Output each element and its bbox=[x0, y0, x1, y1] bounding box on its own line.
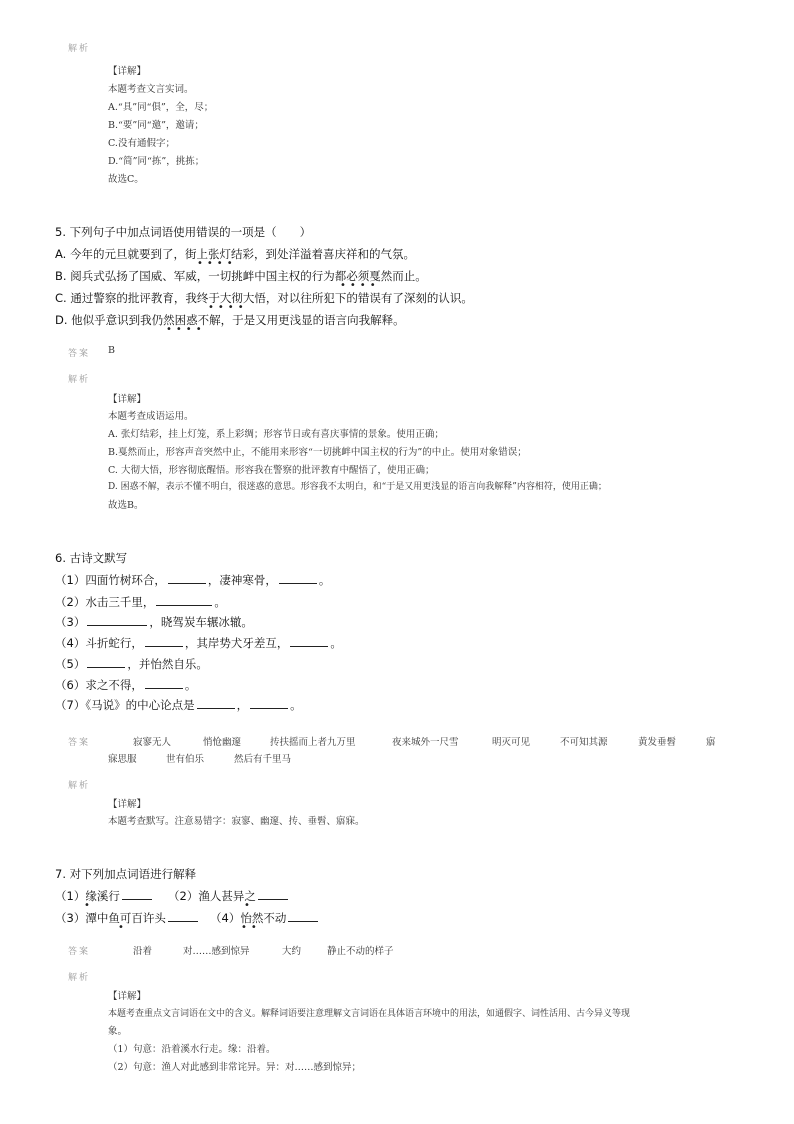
detail-heading: 【详解】 bbox=[108, 799, 147, 810]
item-text: ，其岸势犬牙差互， bbox=[184, 636, 289, 650]
answer-item: 寤 bbox=[706, 737, 716, 748]
recitation-item bbox=[55, 572, 330, 588]
explanation-line: 本题考查重点文言词语在文中的含义。解释词语要注意理解文言词语在具体语言环境中的用法，如通假字、词性活用、古今异义等现 bbox=[108, 1009, 631, 1019]
answer-item: 对……感到惊异 bbox=[183, 946, 250, 957]
recitation-item bbox=[55, 635, 342, 651]
explanation-line: C.没有通假字； bbox=[108, 138, 175, 149]
item-number: （6） bbox=[55, 678, 86, 692]
item-number: （4） bbox=[210, 911, 241, 925]
explanation-line: 本题考查文言实词。 bbox=[108, 84, 194, 95]
item-number: （1） bbox=[55, 573, 86, 587]
explanation-line: （1）句意：沿着溪水行走。缘：沿着。 bbox=[108, 1044, 276, 1055]
blank bbox=[145, 677, 183, 689]
recitation-item bbox=[55, 697, 302, 713]
item-text: 四面竹树环合， bbox=[85, 573, 166, 587]
answer-item: 寐思服 bbox=[108, 754, 137, 765]
item-text: ，凄神寒骨， bbox=[207, 573, 277, 587]
answer-item: 悄怆幽邃 bbox=[203, 737, 242, 748]
item-text: 。 bbox=[184, 678, 197, 692]
item-text: 。 bbox=[214, 595, 226, 609]
blank bbox=[197, 697, 235, 709]
item-number: （2） bbox=[55, 595, 86, 609]
blank bbox=[250, 697, 288, 709]
explanation-line: 象。 bbox=[108, 1026, 128, 1037]
explanation-line: D.“简”同“拣”，挑拣； bbox=[108, 156, 205, 167]
question-title: 7. 对下列加点词语进行解释 bbox=[55, 867, 197, 881]
explanation-line: 本题考查成语运用。 bbox=[108, 411, 194, 422]
answer-item: 大约 bbox=[282, 946, 302, 957]
item-number: （3） bbox=[55, 615, 86, 629]
item-text: ，晓驾炭车辗冰辙。 bbox=[149, 615, 253, 629]
item-text: 潭中鱼可百许头 bbox=[85, 911, 166, 925]
answer-item: 然后有千里马 bbox=[234, 754, 292, 765]
explanation-line: （2）句意：渔人对此感到非常诧异。异：对……感到惊异； bbox=[108, 1062, 362, 1073]
recitation-item bbox=[55, 656, 208, 672]
answer-item: 抟扶摇而上者九万里 bbox=[270, 737, 356, 748]
item-number: （3） bbox=[55, 911, 86, 925]
option-d: D. 他似乎意识到我仍然困惑不解，于是又用更浅显的语言向我解释。 bbox=[55, 313, 405, 327]
blank bbox=[279, 572, 317, 584]
explanation-line: B.戛然而止，形容声音突然中止，不能用来形容“一切挑衅中国主权的行为”的中止。使用对象错误； bbox=[108, 447, 527, 458]
detail-heading: 【详解】 bbox=[108, 66, 147, 77]
question-title: 6. 古诗文默写 bbox=[55, 551, 128, 565]
explanation-line: 本题考查默写。注意易错字：寂寥、幽邃、抟、垂髫、寤寐。 bbox=[108, 816, 365, 827]
explanation-line: C. 大彻大悟，形容彻底醒悟。形容我在警察的批评教育中醒悟了，使用正确； bbox=[108, 465, 435, 476]
item-text: 。 bbox=[290, 698, 302, 712]
option-b: B. 阅兵式弘扬了国威、军威，一切挑衅中国主权的行为都必须戛然而止。 bbox=[55, 269, 427, 283]
emphasis-dots: •••• bbox=[208, 302, 248, 313]
item-number: （7） bbox=[55, 698, 86, 712]
vocab-item bbox=[55, 888, 154, 904]
blank bbox=[156, 594, 212, 606]
answer-label: 答案 bbox=[68, 349, 91, 359]
detail-heading: 【详解】 bbox=[108, 991, 147, 1002]
answer-value: B bbox=[108, 345, 115, 356]
explanation-line: B.“要”同“邀”，邀请； bbox=[108, 120, 204, 131]
option-c: C. 通过警察的批评教育，我终于大彻大悟，对以往所犯下的错误有了深刻的认识。 bbox=[55, 291, 473, 305]
blank bbox=[87, 614, 147, 626]
answer-item: 不可知其源 bbox=[560, 737, 608, 748]
analysis-label: 解析 bbox=[68, 44, 91, 54]
detail-heading: 【详解】 bbox=[108, 394, 147, 405]
item-number: （4） bbox=[55, 636, 86, 650]
recitation-item bbox=[55, 614, 253, 630]
emphasis-dot: • bbox=[118, 922, 128, 933]
blank bbox=[258, 888, 288, 900]
answer-item: 世有伯乐 bbox=[166, 754, 205, 765]
item-text: 怡然不动 bbox=[240, 911, 287, 925]
item-text: ， bbox=[236, 698, 249, 712]
answer-item: 寂寥无人 bbox=[133, 737, 172, 748]
item-text: 求之不得， bbox=[85, 678, 143, 692]
analysis-label: 解析 bbox=[68, 973, 91, 983]
item-text: 缘溪行 bbox=[85, 889, 120, 903]
emphasis-dots: •••• bbox=[197, 258, 237, 269]
blank bbox=[87, 656, 125, 668]
blank bbox=[168, 910, 198, 922]
emphasis-dots: •••• bbox=[340, 280, 380, 291]
emphasis-dot: • bbox=[244, 900, 254, 911]
item-number: （2） bbox=[168, 889, 199, 903]
analysis-label: 解析 bbox=[68, 375, 91, 385]
item-text: ，并怡然自乐。 bbox=[127, 657, 208, 671]
blank bbox=[168, 572, 206, 584]
item-text: 渔人甚异之 bbox=[198, 889, 256, 903]
blank bbox=[290, 635, 328, 647]
answer-item: 沿着 bbox=[133, 946, 153, 957]
answer-label: 答案 bbox=[68, 947, 91, 957]
explanation-line: D. 困惑不解，表示不懂不明白，很迷惑的意思。形容我不太明白，和“于是又用更浅显的语言向我解释”内容相符，使用正确； bbox=[108, 482, 607, 492]
item-number: （5） bbox=[55, 657, 86, 671]
item-text: 。 bbox=[318, 573, 331, 587]
option-a: A. 今年的元旦就要到了，街上张灯结彩，到处洋溢着喜庆祥和的气氛。 bbox=[55, 247, 415, 261]
answer-label: 答案 bbox=[68, 738, 91, 748]
explanation-line: 故选B。 bbox=[108, 500, 144, 511]
item-text: 。 bbox=[330, 636, 342, 650]
blank bbox=[122, 888, 152, 900]
vocab-item bbox=[210, 910, 320, 926]
emphasis-dot: • bbox=[84, 900, 94, 911]
explanation-line: 故选C。 bbox=[108, 174, 144, 185]
emphasis-dots: •••• bbox=[166, 324, 206, 335]
explanation-line: A. 张灯结彩，挂上灯笼，系上彩绸；形容节日或有喜庆事情的景象。使用正确； bbox=[108, 429, 444, 440]
item-text: 《马说》的中心论点是 bbox=[85, 698, 195, 712]
recitation-item bbox=[55, 594, 226, 610]
explanation-line: A.“具”同“俱”，全，尽； bbox=[108, 102, 214, 113]
vocab-item bbox=[168, 888, 290, 904]
question-title: 5. 下列句子中加点词语使用错误的一项是（ ） bbox=[55, 225, 312, 239]
answer-item: 夜来城外一尺雪 bbox=[392, 737, 459, 748]
item-text: 斗折蛇行， bbox=[85, 636, 143, 650]
item-number: （1） bbox=[55, 889, 86, 903]
answer-item: 黄发垂髫 bbox=[638, 737, 677, 748]
emphasis-dots: •• bbox=[241, 922, 261, 933]
blank bbox=[145, 635, 183, 647]
answer-item: 静止不动的样子 bbox=[327, 946, 394, 957]
answer-item: 明灭可见 bbox=[492, 737, 531, 748]
recitation-item bbox=[55, 677, 196, 693]
analysis-label: 解析 bbox=[68, 781, 91, 791]
blank bbox=[288, 910, 318, 922]
item-text: 水击三千里， bbox=[85, 595, 155, 609]
